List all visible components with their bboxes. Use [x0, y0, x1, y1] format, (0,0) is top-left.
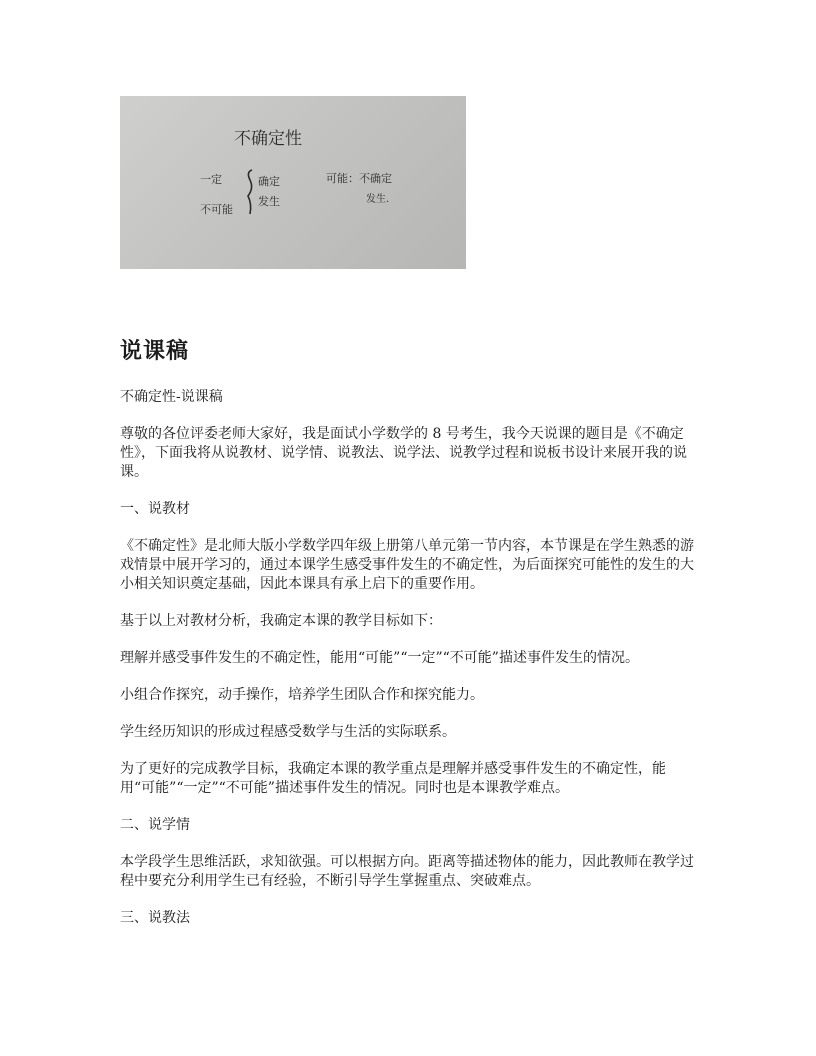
section-heading-textbook: 一、说教材 [120, 501, 190, 517]
paragraph-goal-2: 小组合作探究，动手操作，培养学生团队合作和探究能力。 [120, 687, 484, 703]
page-title: 说课稿 [120, 339, 190, 364]
paragraph-students: 本学段学生思维活跃，求知欲强。可以根据方向。距离等描述物体的能力，因此教师在教学过程中要充分利用学生已有经验，不断引导学生掌握重点、突破难点。 [120, 854, 694, 889]
document-body [120, 388, 700, 946]
handwriting-sketch [120, 96, 466, 269]
paragraph-goals-intro: 基于以上对教材分析，我确定本课的教学目标如下： [120, 613, 442, 629]
photo-middle-top: 确定 [258, 175, 280, 188]
photo-left-top: 一定 [200, 173, 222, 186]
paragraph-key-points: 为了更好的完成教学目标，我确定本课的教学重点是理解并感受事件发生的不确定性，能用“可能”“一定”“不可能”描述事件发生的情况。同时也是本课教学难点。 [120, 761, 666, 796]
paragraph-textbook: 《不确定性》是北师大版小学数学四年级上册第八单元第一节内容，本节课是在学生熟悉的游戏情景中展开学习的，通过本课学生感受事件发生的不确定性，为后面探究可能性的发生的大小相关知识奠定基础，因此本课具有承上启下的重要作用。 [120, 538, 694, 592]
photo-right-top: 可能：不确定 [326, 172, 392, 185]
paragraph-subtitle: 不确定性-说课稿 [120, 389, 223, 405]
section-heading-students: 二、说学情 [120, 817, 190, 833]
photo-right-bottom: 发生. [366, 194, 390, 205]
photo-middle-bottom: 发生 [258, 195, 280, 208]
brace-mark [248, 170, 252, 214]
photo-heading: 不确定性 [234, 129, 302, 149]
section-heading-methods: 三、说教法 [120, 910, 190, 926]
paragraph-intro: 尊敬的各位评委老师大家好，我是面试小学数学的 8 号考生，我今天说课的题目是《不确定性》，下面我将从说教材、说学情、说教法、说学法、说教学过程和说板书设计来展开我的说课。 [120, 426, 687, 480]
board-sketch-photo [120, 96, 466, 269]
paragraph-goal-1: 理解并感受事件发生的不确定性，能用“可能”“一定”“不可能”描述事件发生的情况。 [120, 650, 639, 666]
paragraph-goal-3: 学生经历知识的形成过程感受数学与生活的实际联系。 [120, 724, 456, 740]
photo-left-bottom: 不可能 [200, 203, 233, 216]
